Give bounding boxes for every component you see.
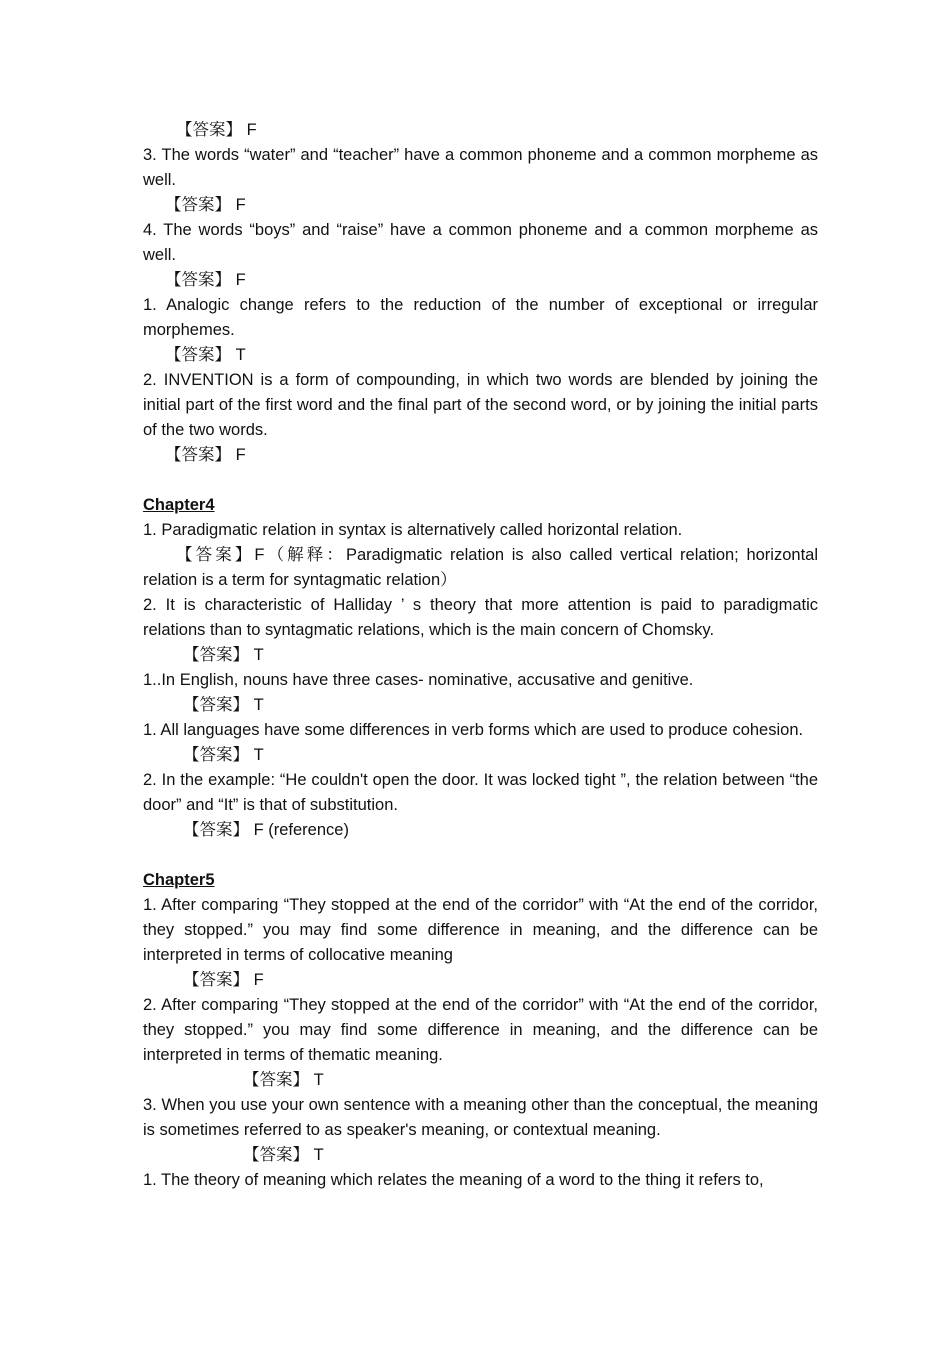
question-text: 2. In the example: “He couldn't open the door. It was locked tight ”, the relation between “the door” and “It” is that of substitution.	[143, 771, 818, 814]
answer-line: 【答案】 F	[183, 971, 264, 989]
answer-line: 【答案】 T	[243, 1146, 324, 1164]
spacer	[143, 843, 818, 868]
question-text: 3. When you use your own sentence with a meaning other than the conceptual, the meaning is sometimes referred to as speaker's meaning, or contextual meaning.	[143, 1096, 818, 1139]
answer-line: 【答案】 T	[165, 346, 246, 364]
question-text: 3. The words “water” and “teacher” have a common phoneme and a common morpheme as well.	[143, 146, 818, 189]
document-page	[143, 118, 818, 1193]
chapter-5-heading: Chapter5	[143, 871, 215, 889]
question-text: 1. After comparing “They stopped at the end of the corridor” with “At the end of the corridor, they stopped.” you may find some difference in meaning, and the difference can be interpreted in terms of collocative meaning	[143, 896, 818, 964]
question-text: 4. The words “boys” and “raise” have a common phoneme and a common morpheme as well.	[143, 221, 818, 264]
answer-line: 【答案】 F	[165, 446, 246, 464]
question-text: 1. All languages have some differences in verb forms which are used to produce cohesion.	[143, 721, 804, 739]
answer-line: 【答案】 T	[183, 746, 264, 764]
spacer	[143, 468, 818, 493]
answer-line: 【答案】 F	[176, 121, 257, 139]
question-text: 2. INVENTION is a form of compounding, in which two words are blended by joining the initial part of the first word and the final part of the second word, or by joining the initial parts of the two words.	[143, 371, 818, 439]
question-text: 1..In English, nouns have three cases- nominative, accusative and genitive.	[143, 671, 694, 689]
question-text: 1. The theory of meaning which relates the meaning of a word to the thing it refers to,	[143, 1171, 764, 1189]
answer-line: 【答案】 T	[183, 696, 264, 714]
answer-line: 【答案】 T	[243, 1071, 324, 1089]
question-text: 1. Paradigmatic relation in syntax is alternatively called horizontal relation.	[143, 521, 683, 539]
answer-explanation: 【答案】F（解释：Paradigmatic relation is also called vertical relation; horizontal relation is a term for syntagmatic relation）	[143, 546, 818, 589]
question-text: 2. After comparing “They stopped at the end of the corridor” with “At the end of the corridor, they stopped.” you may find some difference in meaning, and the difference can be interpreted in terms of thematic meaning.	[143, 996, 818, 1064]
answer-line: 【答案】 F	[165, 196, 246, 214]
answer-line: 【答案】 F (reference)	[183, 821, 349, 839]
answer-line: 【答案】 T	[183, 646, 264, 664]
question-text: 2. It is characteristic of Halliday ’ s theory that more attention is paid to paradigmatic relations than to syntagmatic relations, which is the main concern of Chomsky.	[143, 596, 818, 639]
answer-line: 【答案】 F	[165, 271, 246, 289]
chapter-4-heading: Chapter4	[143, 496, 215, 514]
question-text: 1. Analogic change refers to the reduction of the number of exceptional or irregular morphemes.	[143, 296, 818, 339]
